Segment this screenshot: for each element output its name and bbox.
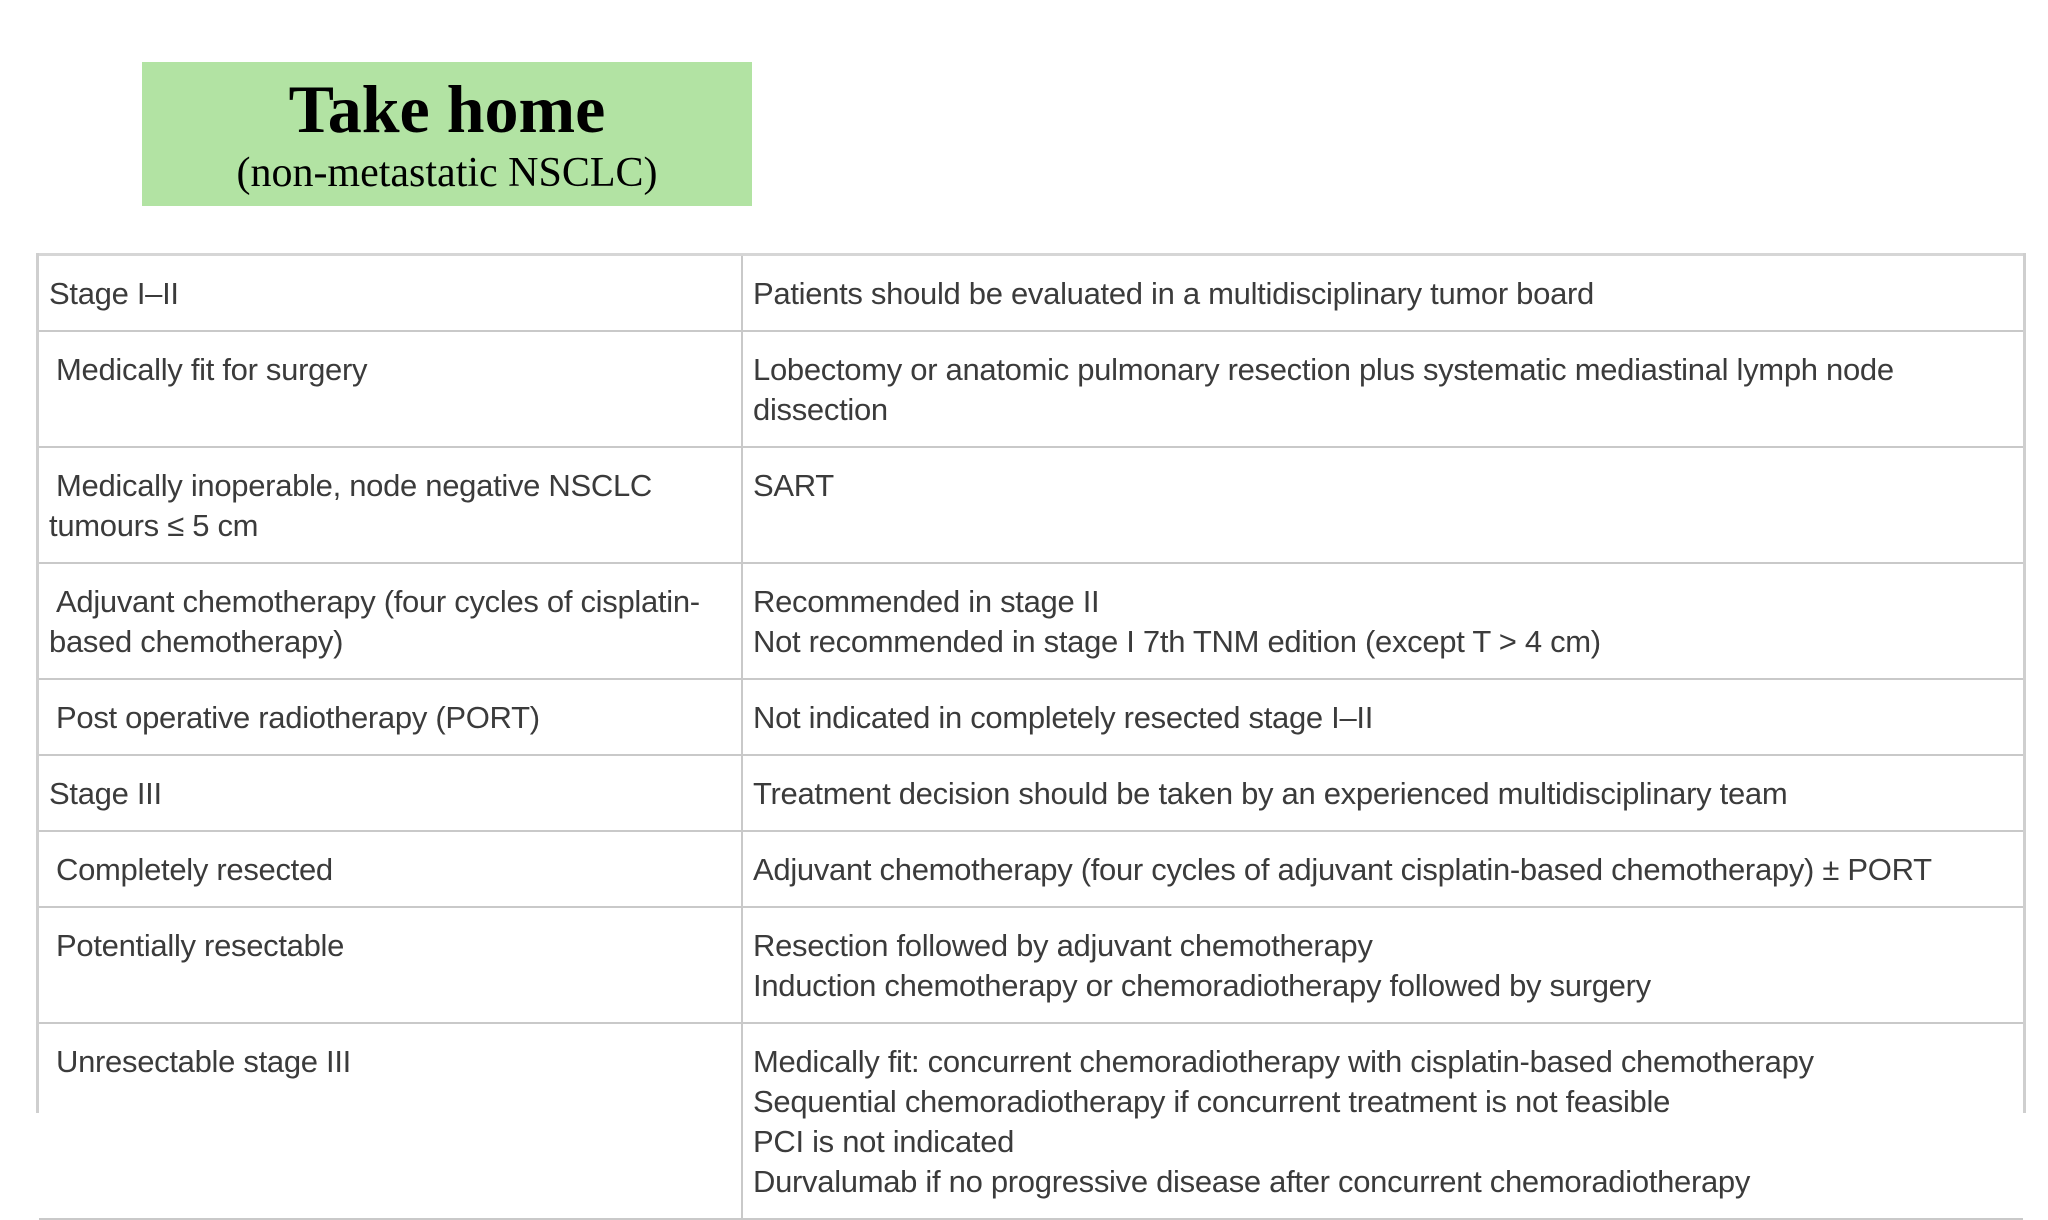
row-recommendation-cell — [742, 907, 2023, 1023]
row-label-cell: Potentially resectable — [39, 907, 742, 1023]
table-row — [39, 679, 2023, 755]
row-label-cell: Stage III — [39, 755, 742, 831]
recommendation-line: Treatment decision should be taken by an experienced multidisciplinary team — [753, 776, 1788, 811]
recommendation-line: Recommended in stage II — [753, 584, 1100, 619]
table-row — [39, 331, 2023, 447]
recommendation-line: Patients should be evaluated in a multidisciplinary tumor board — [753, 276, 1594, 311]
title-box — [142, 62, 752, 206]
recommendations-table — [39, 253, 2023, 1220]
row-label-cell: Unresectable stage III — [39, 1023, 742, 1219]
recommendation-line: Not indicated in completely resected stage I–II — [753, 700, 1374, 735]
table-row — [39, 1023, 2023, 1219]
row-label-cell: Adjuvant chemotherapy (four cycles of cisplatin-based chemotherapy) — [39, 563, 742, 679]
row-recommendation-cell — [742, 755, 2023, 831]
row-recommendation-cell — [742, 255, 2023, 332]
page-subtitle: (non-metastatic NSCLC) — [236, 150, 658, 196]
recommendation-line: Sequential chemoradiotherapy if concurrent treatment is not feasible — [753, 1084, 1671, 1119]
table-row — [39, 255, 2023, 332]
recommendation-line: Induction chemotherapy or chemoradiotherapy followed by surgery — [753, 968, 1651, 1003]
page-title: Take home — [288, 71, 606, 147]
row-recommendation-cell — [742, 831, 2023, 907]
row-label-cell: Medically inoperable, node negative NSCLC tumours ≤ 5 cm — [39, 447, 742, 563]
recommendation-line: PCI is not indicated — [753, 1124, 1015, 1159]
row-recommendation-cell — [742, 1023, 2023, 1219]
row-recommendation-cell — [742, 679, 2023, 755]
table-row — [39, 831, 2023, 907]
recommendation-line: Durvalumab if no progressive disease after concurrent chemoradiotherapy — [753, 1164, 1751, 1199]
row-recommendation-cell — [742, 563, 2023, 679]
row-label-cell: Post operative radiotherapy (PORT) — [39, 679, 742, 755]
recommendation-line: Medically fit: concurrent chemoradiotherapy with cisplatin-based chemotherapy — [753, 1044, 1814, 1079]
recommendation-line: Adjuvant chemotherapy (four cycles of adjuvant cisplatin-based chemotherapy) ± PORT — [753, 852, 1932, 887]
recommendation-line: Not recommended in stage I 7th TNM edition (except T > 4 cm) — [753, 624, 1601, 659]
table-row — [39, 563, 2023, 679]
recommendation-line: SART — [753, 468, 834, 503]
recommendations-table-wrap — [36, 253, 2026, 1199]
table-row — [39, 755, 2023, 831]
row-label-cell: Completely resected — [39, 831, 742, 907]
recommendation-line: Resection followed by adjuvant chemotherapy — [753, 928, 1373, 963]
row-recommendation-cell — [742, 331, 2023, 447]
row-label-cell: Medically fit for surgery — [39, 331, 742, 447]
row-recommendation-cell — [742, 447, 2023, 563]
recommendation-line: Lobectomy or anatomic pulmonary resection plus systematic mediastinal lymph node dissection — [753, 352, 1894, 427]
table-row — [39, 907, 2023, 1023]
table-row — [39, 447, 2023, 563]
row-label-cell: Stage I–II — [39, 255, 742, 332]
